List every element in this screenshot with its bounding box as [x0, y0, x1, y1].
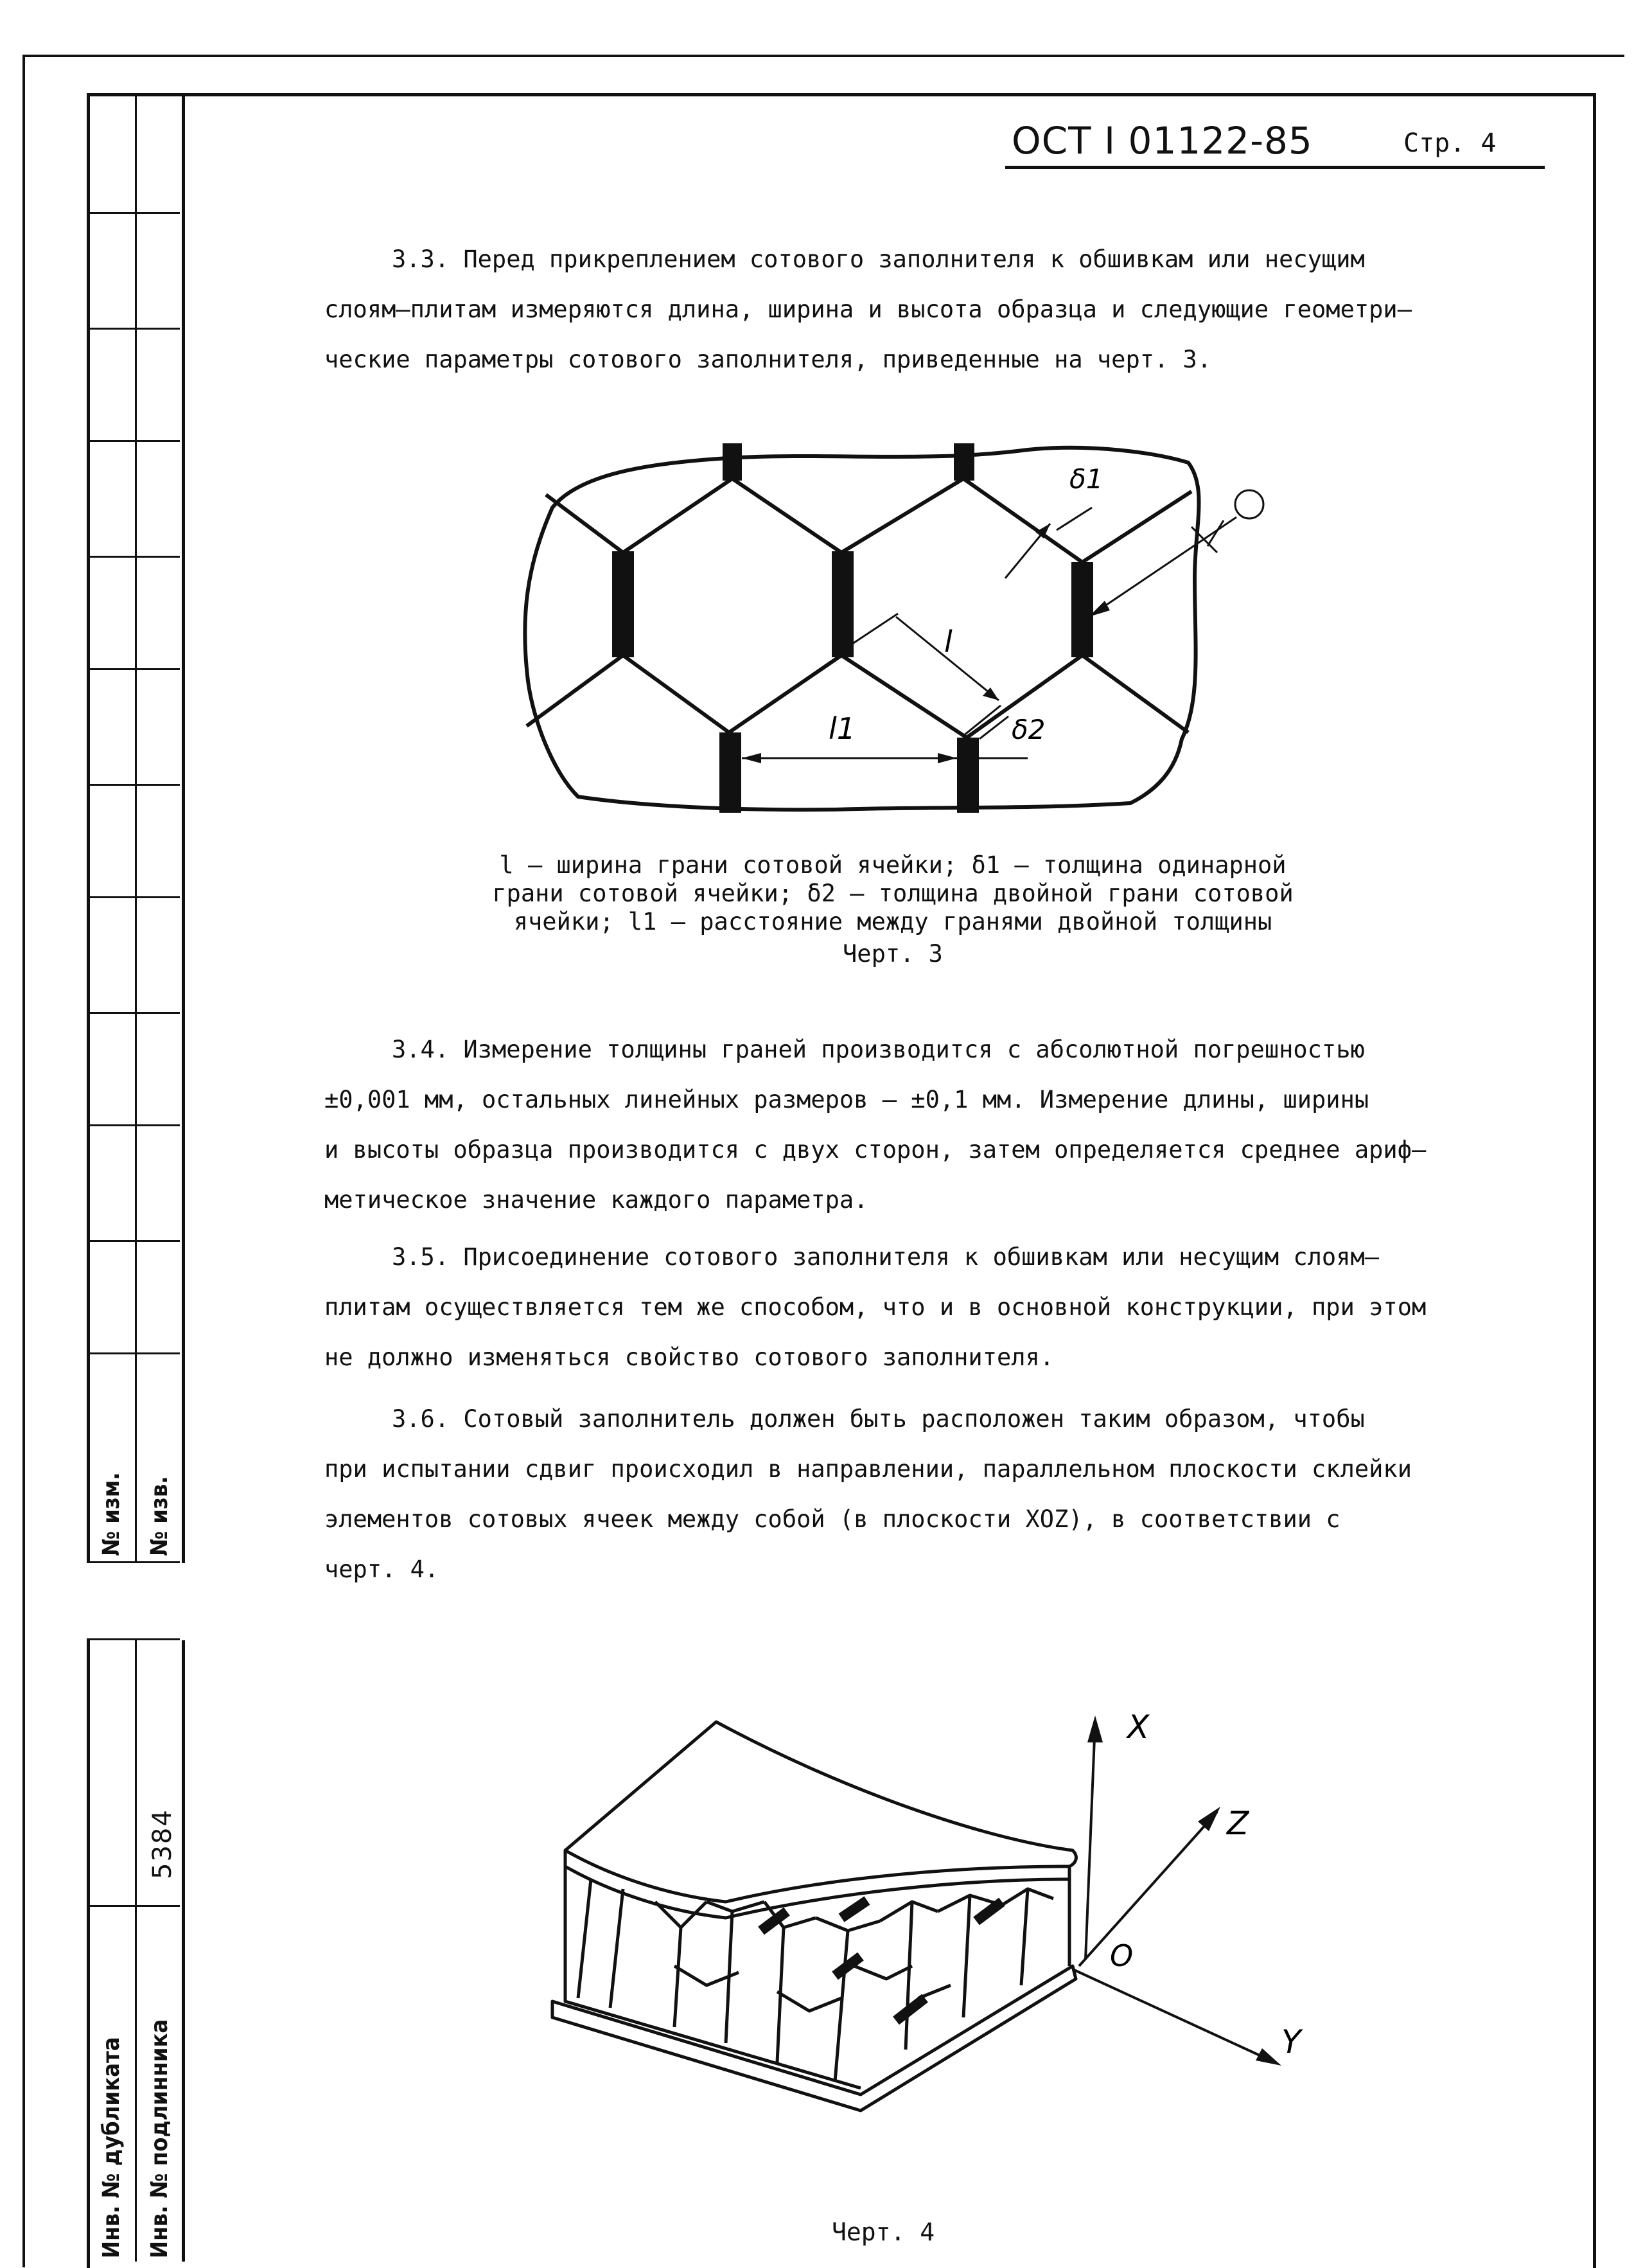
top-skin: [565, 1722, 1076, 1902]
paragraph-line: не должно изменяться свойство сотового заполнителя.: [324, 1343, 1055, 1371]
page-number: Стр. 4: [1403, 128, 1497, 158]
figure-3-title: Черт. 3: [843, 940, 943, 968]
paragraph-line: слоям–плитам измеряются длина, ширина и высота образца и следующие геометри–: [324, 296, 1412, 323]
x-axis: [1085, 1722, 1095, 1960]
z-axis-arrow: [1198, 1807, 1220, 1831]
document-number: ОСТ I 01122-85: [1012, 119, 1313, 163]
caption-line: l – ширина грани сотовой ячейки; δ1 – толщина одинарной: [499, 851, 1287, 879]
axis-label-z: Z: [1227, 1805, 1249, 1842]
axis-label-y: Y: [1281, 2023, 1301, 2060]
paragraph-line: 3.5. Присоединение сотового заполнителя к обшивкам или несущим слоям–: [392, 1243, 1380, 1271]
double-wall: [841, 1900, 867, 1918]
paragraph-line: метическое значение каждого параметра.: [324, 1186, 868, 1214]
y-axis-arrow: [1256, 2048, 1281, 2066]
caption-line: грани сотовой ячейки; δ2 – толщина двойной грани сотовой: [492, 880, 1294, 907]
paragraph-line: и высоты образца производится с двух сторон, затем определяется среднее ариф–: [324, 1136, 1427, 1164]
paragraph-line: плитам осуществляется тем же способом, что и в основной конструкции, при этом: [324, 1293, 1427, 1321]
honeycomb-cells: [578, 1879, 1053, 2082]
izm-label: № изм.: [98, 1472, 125, 1556]
label-delta2: δ2: [1012, 714, 1046, 745]
paragraph-line: при испытании сдвиг происходил в направлении, параллельном плоскости склейки: [324, 1455, 1412, 1483]
paragraph-line: 3.4. Измерение толщины граней производится с абсолютной погрешностью: [392, 1036, 1365, 1063]
axis-label-o: O: [1110, 1938, 1134, 1973]
x-axis-arrow: [1087, 1715, 1103, 1742]
caption-line: ячейки; l1 – расстояние между гранями двойной толщины: [513, 908, 1272, 935]
paragraph-line: 3.3. Перед прикреплением сотового заполнителя к обшивкам или несущим: [392, 245, 1365, 273]
paragraph-line: ±0,001 мм, остальных линейных размеров – ±0,1 мм. Измерение длины, ширины: [324, 1086, 1369, 1113]
inventory-number: 5384: [148, 1809, 177, 1879]
label-l: l: [944, 625, 953, 659]
paragraph-line: черт. 4.: [324, 1555, 439, 1583]
paragraph-line: элементов сотовых ячеек между собой (в плоскости XOZ), в соответствии с: [324, 1505, 1340, 1533]
z-axis: [1079, 1812, 1217, 1966]
paragraph-line: ческие параметры сотового заполнителя, приведенные на черт. 3.: [324, 346, 1212, 373]
izv-label: № изв.: [146, 1476, 173, 1556]
inv-duplicate-label: Инв. № дубликата: [98, 2037, 125, 2258]
label-l1: l1: [829, 711, 856, 746]
double-wall: [896, 1998, 925, 2021]
y-axis: [1073, 1969, 1275, 2062]
bottom-skin: [552, 1966, 1076, 2111]
double-wall: [976, 1902, 1002, 1921]
figure-4-title: Черт. 4: [832, 2218, 935, 2246]
paragraph-line: 3.6. Сотовый заполнитель должен быть расположен таким образом, чтобы: [392, 1405, 1365, 1433]
axis-label-x: X: [1127, 1708, 1150, 1746]
label-delta1: δ1: [1069, 463, 1103, 495]
inv-original-label: Инв. № подлинника: [146, 2019, 173, 2258]
